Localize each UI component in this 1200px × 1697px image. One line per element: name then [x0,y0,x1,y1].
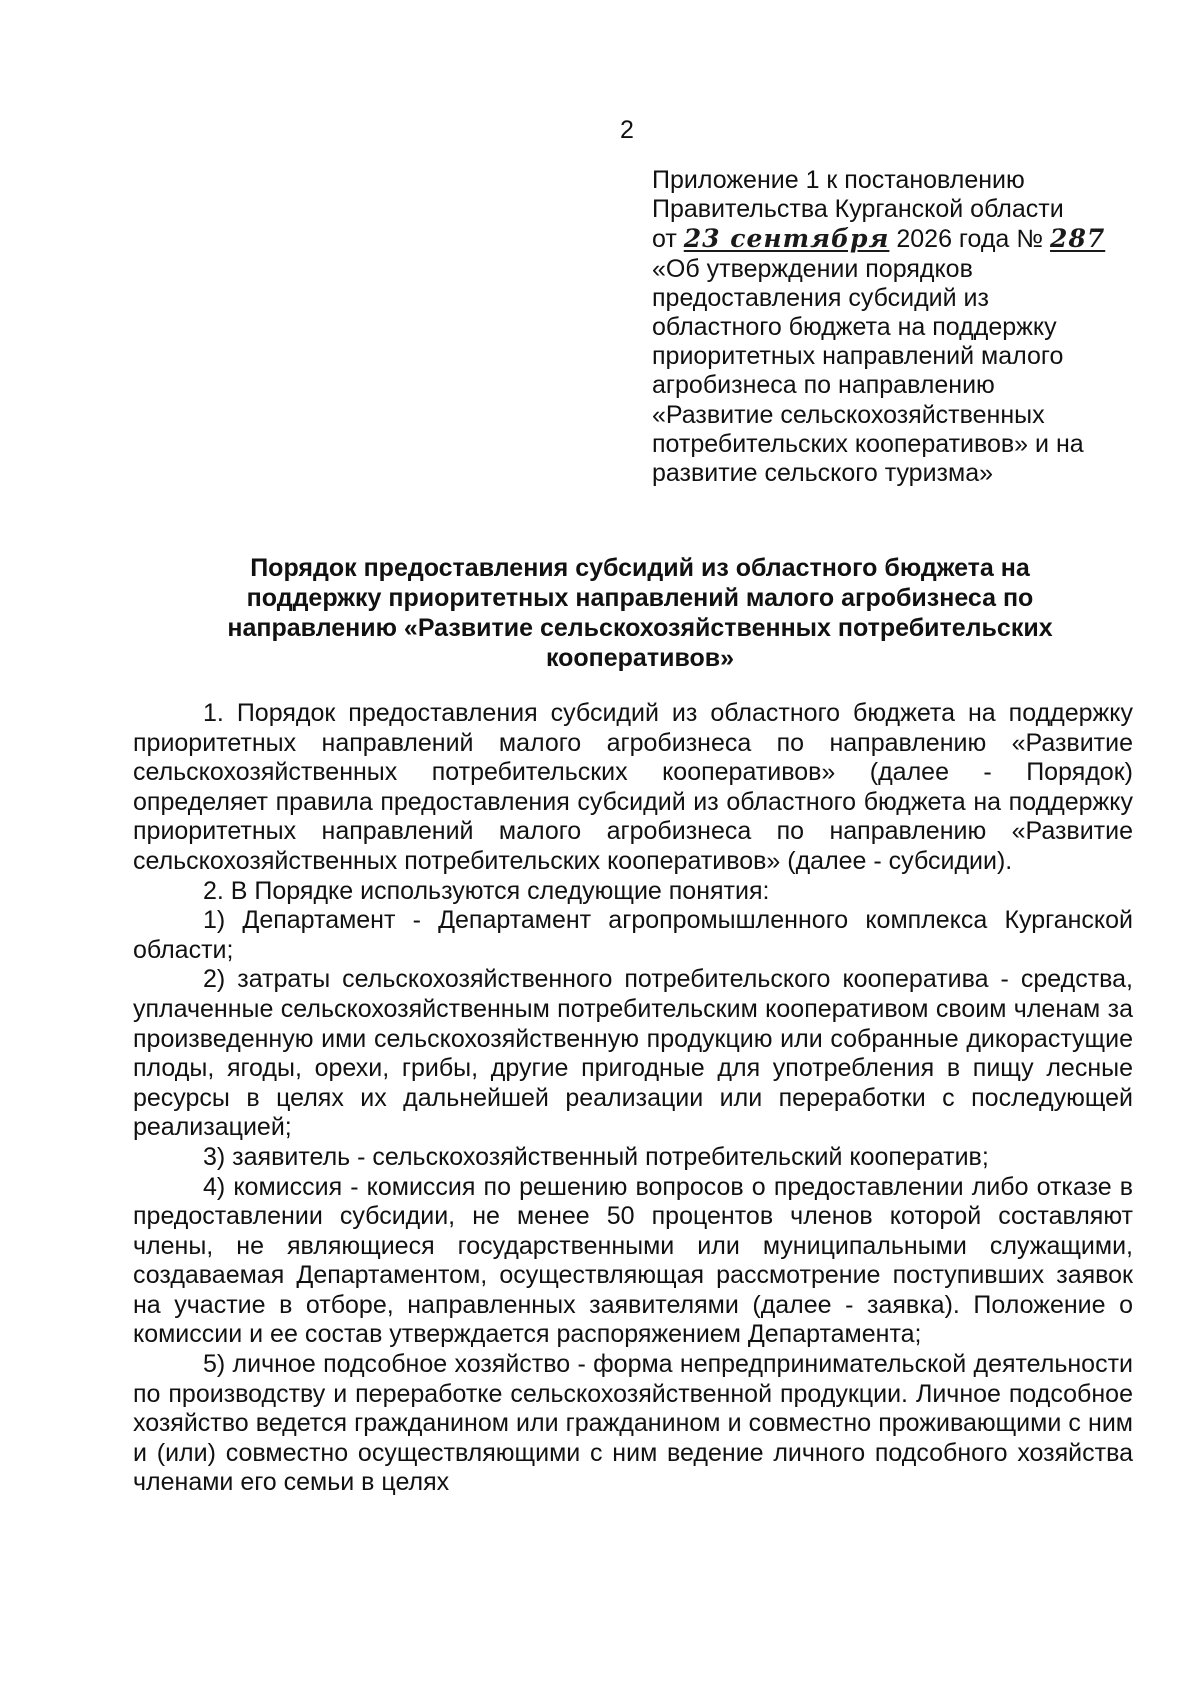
document-body [133,699,1133,1498]
date-prefix: от [652,225,684,254]
document-title-line: кооперативов» [545,644,735,672]
appendix-title-line: развитие сельского туризма» [652,459,994,488]
year-text: 2026 года № [889,225,1051,254]
document-title-line: направлению «Развитие сельскохозяйственных потребительских [227,614,1053,642]
appendix-title-line: приоритетных направлений малого [652,342,1064,371]
document-title [150,553,1130,673]
paragraph-2: 2. В Порядке используются следующие понятия: [203,876,770,905]
appendix-title-line: «Об утверждении порядков [652,254,973,283]
definition-commission: 4) комиссия - комиссия по решению вопросов о предоставлении либо отказе в предоставлении субсидии, не менее 50 процентов членов которой составляют члены, не являющиеся государственными или муниципальными служащими, создаваемая Департаментом, осуществляющая рассмотрение поступивших заявок на участие в отборе, направленных заявителями (далее - заявка). Положение о комиссии и ее состав утверждается распоряжением Департамента; [133,1172,1133,1349]
appendix-title-line: областного бюджета на поддержку [652,313,1057,342]
document-title-line: Порядок предоставления субсидий из областного бюджета на [250,554,1030,582]
appendix-line-2: Правительства Курганской области [652,195,1064,224]
definition-personal-farm: 5) личное подсобное хозяйство - форма непредпринимательской деятельности по производству и переработке сельскохозяйственной продукции. Личное подсобное хозяйство ведется гражданином или гражданином и совместно проживающими с ним и (или) совместно осуществляющими с ним ведение личного подсобного хозяйства членами его семьи в целях [133,1350,1133,1497]
definition-costs: 2) затраты сельскохозяйственного потребительского кооператива - средства, уплаченные сельскохозяйственным потребительским кооперативом своим членам за произведенную ими сельскохозяйственную продукцию или собранные дикорастущие плоды, ягоды, орехи, грибы, другие пригодные для употребления в пищу лесные ресурсы в целях их дальнейшей реализации или переработки с последующей реализацией; [133,965,1133,1142]
definition-department: 1) Департамент - Департамент агропромышленного комплекса Курганской области; [133,906,1133,964]
appendix-line-1: Приложение 1 к постановлению [652,166,1025,194]
page-number: 2 [620,116,634,144]
appendix-title-line: потребительских кооперативов» и на [652,429,1084,458]
appendix-title-line: предоставления субсидий из [652,283,989,312]
appendix-title-line: «Развитие сельскохозяйственных [652,400,1045,429]
handwritten-number: 287 [1050,224,1106,254]
appendix-header [652,166,1152,488]
appendix-title-line: агробизнеса по направлению [652,371,995,400]
document-title-line: поддержку приоритетных направлений малого агробизнеса по [246,584,1034,612]
paragraph-1: 1. Порядок предоставления субсидий из областного бюджета на поддержку приоритетных направлений малого агробизнеса по направлению «Развитие сельскохозяйственных потребительских кооперативов» (далее - Порядок) определяет правила предоставления субсидий из областного бюджета на поддержку приоритетных направлений малого агробизнеса по направлению «Развитие сельскохозяйственных потребительских кооперативов» (далее - субсидии). [133,699,1133,875]
handwritten-date: 23 сентября [683,224,890,254]
definition-applicant: 3) заявитель - сельскохозяйственный потребительский кооператив; [203,1142,989,1171]
appendix-date-line [652,224,1152,254]
